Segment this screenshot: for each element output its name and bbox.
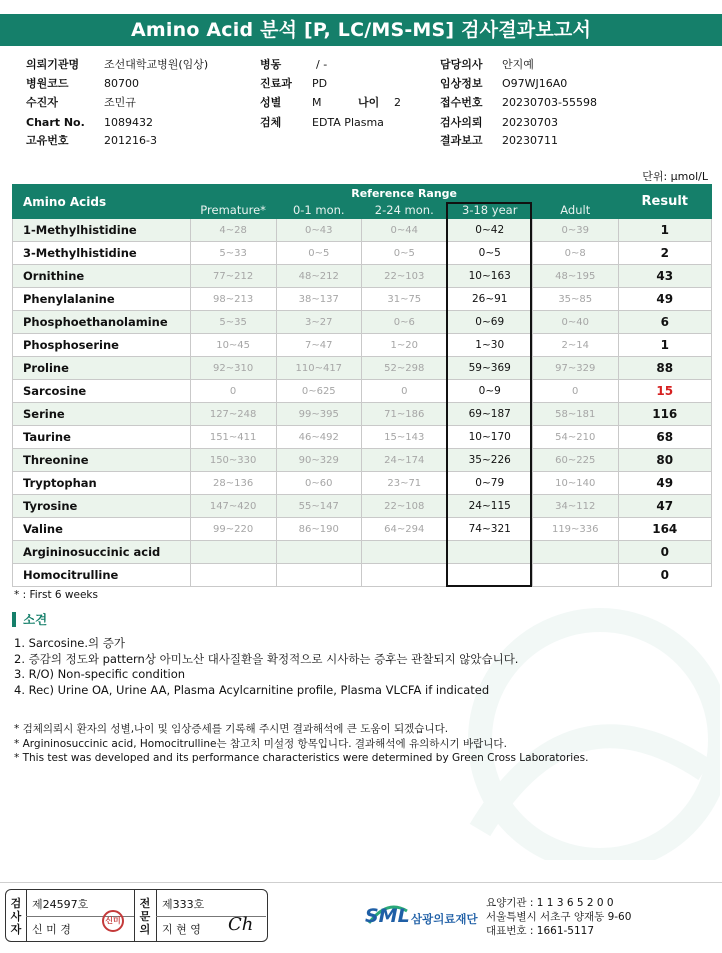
reference-range-cell: 0~5 — [447, 242, 532, 265]
uid-value: 201216-3 — [104, 134, 157, 147]
reference-range-cell: 10~140 — [532, 472, 618, 495]
patient-info — [0, 56, 722, 152]
amino-acid-name: Valine — [13, 518, 191, 541]
result-value: 0 — [618, 541, 712, 564]
table-row — [13, 334, 712, 357]
footnote: * : First 6 weeks — [14, 589, 98, 601]
reference-range-cell: 127~248 — [190, 403, 276, 426]
table-row — [13, 541, 712, 564]
amino-acid-name: Argininosuccinic acid — [13, 541, 191, 564]
reference-range-cell: 10~45 — [190, 334, 276, 357]
clinical-value: O97WJ16A0 — [502, 77, 568, 90]
result-value: 43 — [618, 265, 712, 288]
reference-range-cell: 69~187 — [447, 403, 532, 426]
range-col-0-1-mon: 0-1 mon. — [276, 202, 362, 219]
ward-value: / - — [316, 58, 328, 71]
result-value: 6 — [618, 311, 712, 334]
request-label: 검사의뢰 — [440, 116, 483, 129]
reference-range-cell: 0~60 — [276, 472, 362, 495]
report-date-value: 20230711 — [502, 134, 558, 147]
reference-range-cell — [447, 541, 532, 564]
result-value: 49 — [618, 472, 712, 495]
reference-range-cell: 38~137 — [276, 288, 362, 311]
reference-range-cell — [362, 564, 447, 587]
range-col-3-18-year: 3-18 year — [447, 202, 532, 219]
reference-range-cell: 0~6 — [362, 311, 447, 334]
reference-range-cell: 110~417 — [276, 357, 362, 380]
notes — [14, 722, 588, 766]
reference-range-cell: 22~103 — [362, 265, 447, 288]
reference-range-cell — [532, 564, 618, 587]
table-row — [13, 564, 712, 587]
reference-range-cell: 74~321 — [447, 518, 532, 541]
reference-range-cell: 59~369 — [447, 357, 532, 380]
reference-range-cell: 0~79 — [447, 472, 532, 495]
reference-range-cell: 99~220 — [190, 518, 276, 541]
opinion-line: 3. R/O) Non-specific condition — [14, 667, 186, 681]
age-value: 2 — [394, 96, 401, 109]
reference-range-cell: 98~213 — [190, 288, 276, 311]
report-title: Amino Acid 분석 [P, LC/MS-MS] 검사결과보고서 — [0, 14, 722, 46]
result-value: 2 — [618, 242, 712, 265]
reference-range-cell: 35~85 — [532, 288, 618, 311]
amino-acid-name: Proline — [13, 357, 191, 380]
result-value: 68 — [618, 426, 712, 449]
amino-acid-name: Taurine — [13, 426, 191, 449]
amino-acid-table — [12, 184, 712, 587]
table-row — [13, 426, 712, 449]
range-col-adult: Adult — [532, 202, 618, 219]
reference-range-cell: 0~5 — [276, 242, 362, 265]
amino-acid-name: Phosphoserine — [13, 334, 191, 357]
lab-org-name: 삼광의료재단 — [411, 912, 478, 926]
chart-value: 1089432 — [104, 116, 153, 129]
hosp-code-label: 병원코드 — [26, 77, 69, 90]
reference-range-cell: 58~181 — [532, 403, 618, 426]
result-value: 1 — [618, 219, 712, 242]
opinion-list — [14, 636, 518, 698]
reference-range-cell: 86~190 — [276, 518, 362, 541]
reference-range-cell: 28~136 — [190, 472, 276, 495]
table-row — [13, 495, 712, 518]
hosp-code-value: 80700 — [104, 77, 139, 90]
reference-range-cell: 151~411 — [190, 426, 276, 449]
reference-range-cell: 0~9 — [447, 380, 532, 403]
tester-number: 제24597호 — [32, 898, 89, 911]
doctor-value: 안지예 — [502, 58, 534, 71]
reference-range-cell: 60~225 — [532, 449, 618, 472]
opinion-heading: 소견 — [12, 612, 47, 627]
receipt-label: 접수번호 — [440, 96, 483, 109]
receipt-value: 20230703-55598 — [502, 96, 597, 109]
doctor-label: 담당의사 — [440, 58, 483, 71]
reference-range-cell: 0~42 — [447, 219, 532, 242]
specialist-label: 전문의 — [139, 897, 151, 936]
reference-range-cell: 10~170 — [447, 426, 532, 449]
reference-range-cell: 54~210 — [532, 426, 618, 449]
specialist-number: 제333호 — [162, 898, 205, 911]
tester-label: 검사자 — [10, 897, 22, 936]
request-value: 20230703 — [502, 116, 558, 129]
table-row — [13, 311, 712, 334]
reference-range-cell: 1~20 — [362, 334, 447, 357]
reference-range-cell: 0 — [532, 380, 618, 403]
opinion-line: 2. 증감의 정도와 pattern상 아미노산 대사질환을 확정적으로 시사하는 증후는 관찰되지 않았습니다. — [14, 651, 519, 666]
reference-range-cell: 26~91 — [447, 288, 532, 311]
range-col-premature: Premature* — [190, 202, 276, 219]
reference-range-cell: 0~44 — [362, 219, 447, 242]
reference-range-cell: 0~43 — [276, 219, 362, 242]
result-header: Result — [618, 185, 712, 219]
tester-name: 신 미 경 — [32, 923, 71, 936]
table-row — [13, 518, 712, 541]
reference-range-cell: 0~69 — [447, 311, 532, 334]
sex-label: 성별 — [260, 96, 282, 109]
reference-range-cell: 0~40 — [532, 311, 618, 334]
result-value: 116 — [618, 403, 712, 426]
table-row — [13, 242, 712, 265]
opinion-line: 4. Rec) Urine OA, Urine AA, Plasma Acylcarnitine profile, Plasma VLCFA if indicated — [14, 682, 490, 697]
specimen-value: EDTA Plasma — [312, 116, 384, 129]
unit-label: 단위: μmol/L — [642, 170, 708, 183]
name-label: 수진자 — [26, 96, 58, 109]
opinion-line: 1. Sarcosine.의 증가 — [14, 636, 125, 650]
table-row — [13, 265, 712, 288]
amino-acid-name: Sarcosine — [13, 380, 191, 403]
tester-seal: 신미 — [102, 910, 124, 932]
reference-range-cell: 5~33 — [190, 242, 276, 265]
dept-value: PD — [312, 77, 328, 90]
lab-address: 서울특별시 서초구 양재동 9-60 — [486, 911, 632, 923]
chart-label: Chart No. — [26, 116, 85, 129]
watermark-graphic — [420, 560, 720, 860]
table-row — [13, 472, 712, 495]
lab-info — [486, 896, 631, 938]
result-value: 49 — [618, 288, 712, 311]
note-line: * This test was developed and its performance characteristics were determined by Green Cross Laboratories. — [14, 752, 589, 764]
amino-acid-name: Tryptophan — [13, 472, 191, 495]
reference-range-cell: 46~492 — [276, 426, 362, 449]
amino-acid-name: Ornithine — [13, 265, 191, 288]
reference-range-cell — [276, 541, 362, 564]
hospital-value: 조선대학교병원(임상) — [104, 58, 209, 71]
note-line: * 검체의뢰시 환자의 성별,나이 및 임상증세를 기록해 주시면 결과해석에 큰 도움이 되겠습니다. — [14, 723, 449, 735]
table-row — [13, 403, 712, 426]
reference-range-cell: 52~298 — [362, 357, 447, 380]
lab-phone: 대표번호 : 1661-5117 — [486, 925, 595, 937]
result-value: 164 — [618, 518, 712, 541]
result-value: 88 — [618, 357, 712, 380]
table-row — [13, 219, 712, 242]
reference-range-cell — [276, 564, 362, 587]
amino-table-body — [13, 219, 712, 587]
reference-range-cell — [190, 564, 276, 587]
reference-range-cell: 119~336 — [532, 518, 618, 541]
reference-range-cell: 34~112 — [532, 495, 618, 518]
reference-range-cell: 55~147 — [276, 495, 362, 518]
reference-range-cell: 150~330 — [190, 449, 276, 472]
reference-range-cell — [190, 541, 276, 564]
reference-range-cell: 23~71 — [362, 472, 447, 495]
reference-range-cell: 64~294 — [362, 518, 447, 541]
logo-text: SML — [365, 905, 410, 927]
clinical-label: 임상정보 — [440, 77, 483, 90]
reference-range-cell: 1~30 — [447, 334, 532, 357]
reference-range-cell: 22~108 — [362, 495, 447, 518]
amino-acid-name: Homocitrulline — [13, 564, 191, 587]
footer-divider — [0, 882, 722, 883]
reference-range-cell: 71~186 — [362, 403, 447, 426]
signature-box — [5, 889, 268, 942]
reference-range-cell: 31~75 — [362, 288, 447, 311]
reference-range-cell: 4~28 — [190, 219, 276, 242]
amino-acid-name: Tyrosine — [13, 495, 191, 518]
reference-range-cell: 90~329 — [276, 449, 362, 472]
lab-logo — [365, 895, 485, 935]
ward-label: 병동 — [260, 58, 282, 71]
reference-range-cell: 15~143 — [362, 426, 447, 449]
reference-range-cell: 24~174 — [362, 449, 447, 472]
dept-label: 진료과 — [260, 77, 292, 90]
reference-range-cell: 0~39 — [532, 219, 618, 242]
reference-range-cell: 0~5 — [362, 242, 447, 265]
reference-range-cell: 48~212 — [276, 265, 362, 288]
reference-range-cell: 10~163 — [447, 265, 532, 288]
reference-range-cell: 0~8 — [532, 242, 618, 265]
reference-range-cell: 5~35 — [190, 311, 276, 334]
table-row — [13, 449, 712, 472]
specimen-label: 검체 — [260, 116, 282, 129]
reference-range-cell: 99~395 — [276, 403, 362, 426]
reference-range-cell — [447, 564, 532, 587]
result-value: 1 — [618, 334, 712, 357]
reference-range-cell: 7~47 — [276, 334, 362, 357]
amino-acids-header: Amino Acids — [13, 185, 191, 219]
table-row — [13, 380, 712, 403]
age-label: 나이 — [358, 96, 380, 109]
name-value: 조민규 — [104, 96, 136, 109]
hospital-label: 의뢰기관명 — [26, 58, 80, 71]
uid-label: 고유번호 — [26, 134, 69, 147]
reference-range-cell: 77~212 — [190, 265, 276, 288]
reference-range-cell: 48~195 — [532, 265, 618, 288]
table-row — [13, 288, 712, 311]
reference-range-cell: 35~226 — [447, 449, 532, 472]
reference-range-cell: 0 — [190, 380, 276, 403]
amino-acid-name: Phosphoethanolamine — [13, 311, 191, 334]
range-col-2-24-mon: 2-24 mon. — [362, 202, 447, 219]
reference-range-cell: 97~329 — [532, 357, 618, 380]
amino-acid-name: 1-Methylhistidine — [13, 219, 191, 242]
result-value: 47 — [618, 495, 712, 518]
note-line: * Argininosuccinic acid, Homocitrulline는 참고치 미설정 항목입니다. 결과해석에 유의하시기 바랍니다. — [14, 737, 507, 750]
reference-range-cell: 0~625 — [276, 380, 362, 403]
reference-range-cell: 0 — [362, 380, 447, 403]
reference-range-cell — [362, 541, 447, 564]
reference-range-cell: 92~310 — [190, 357, 276, 380]
amino-acid-name: Serine — [13, 403, 191, 426]
sex-value: M — [312, 96, 322, 109]
result-value: 15 — [618, 380, 712, 403]
reference-range-cell: 24~115 — [447, 495, 532, 518]
result-value: 80 — [618, 449, 712, 472]
specialist-signature: Ch — [228, 914, 254, 935]
amino-acid-name: Threonine — [13, 449, 191, 472]
lab-code: 요양기관 : 1 1 3 6 5 2 0 0 — [486, 897, 614, 909]
reference-range-cell — [532, 541, 618, 564]
reference-range-cell: 3~27 — [276, 311, 362, 334]
table-row — [13, 357, 712, 380]
amino-acid-name: Phenylalanine — [13, 288, 191, 311]
result-value: 0 — [618, 564, 712, 587]
reference-range-cell: 147~420 — [190, 495, 276, 518]
reference-range-cell: 2~14 — [532, 334, 618, 357]
amino-acid-name: 3-Methylhistidine — [13, 242, 191, 265]
specialist-name: 지 현 영 — [162, 923, 201, 936]
reference-range-header: Reference Range — [190, 185, 618, 202]
report-date-label: 결과보고 — [440, 134, 483, 147]
